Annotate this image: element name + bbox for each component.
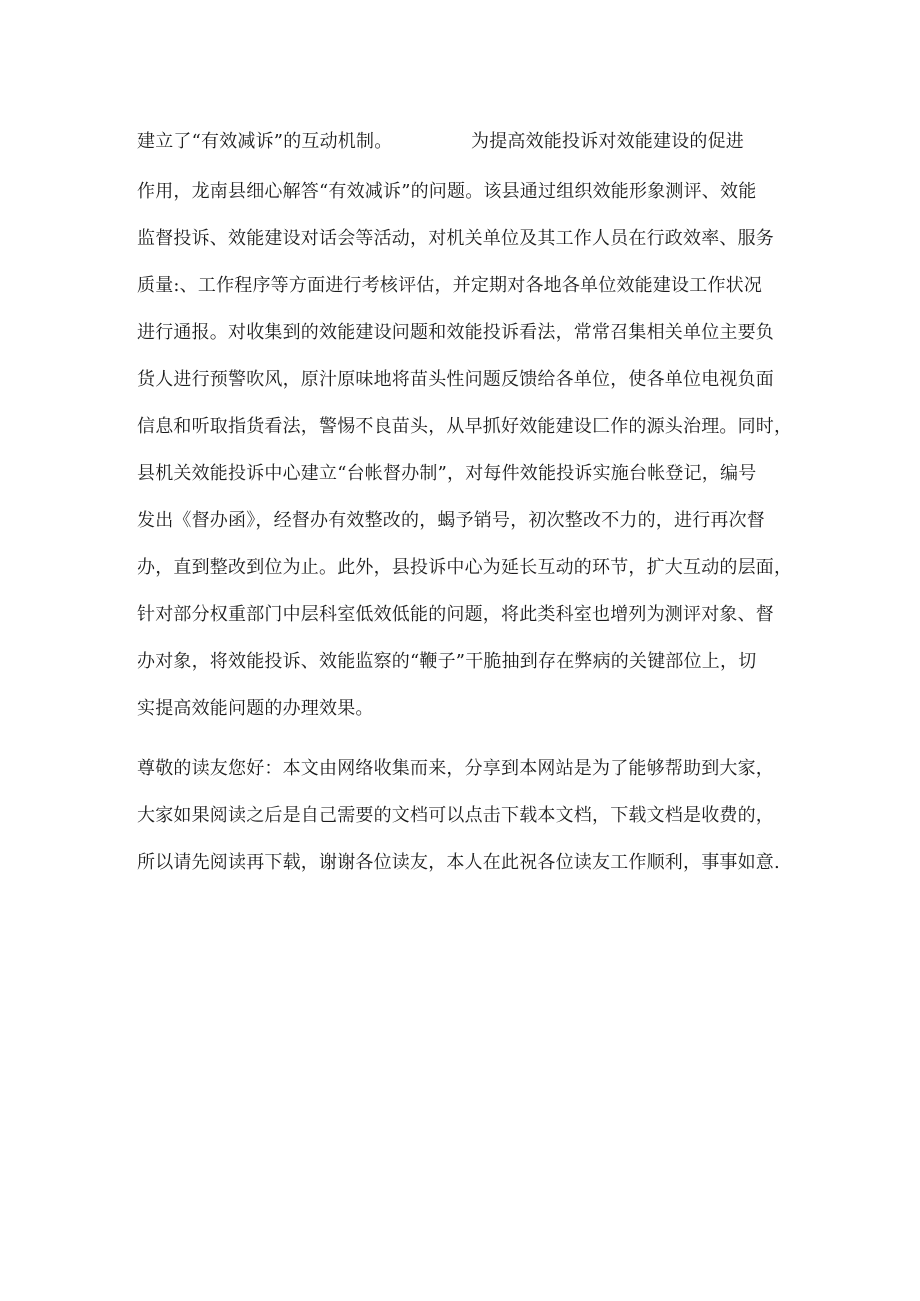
paragraph1-line-3: 监督投诉、效能建设对话会等活动，对机关单位及其工作人员在行政效率、服务 [137, 228, 774, 249]
paragraph1-line-1 [137, 130, 744, 154]
paragraph1-line-12: 办对象，将效能投诉、效能监察的“鞭子”干脆抽到存在弊病的关键部位上，切 [137, 651, 757, 672]
paragraph1-line-1-part-2: 为提高效能投诉对效能建设的促进 [471, 131, 744, 152]
paragraph2-line-2: 大家如果阅读之后是自己需要的文档可以点击下载本文档，下载文档是收费的， [137, 805, 774, 826]
paragraph1-line-5: 进行通报。对收集到的效能建设问题和效能投诉看法，常常召集相关单位主要负 [137, 322, 774, 343]
paragraph1-line-10: 办，直到整改到位为止。此外，县投诉中心为延长互动的环节，扩大互动的层面， [137, 557, 793, 578]
paragraph1-line-9: 发出《督办函》，经督办有效整改的，蝎予销号，初次整改不力的，进行再次督 [137, 510, 765, 531]
paragraph2-line-1: 尊敬的读友您好：本文由网络收集而来，分享到本网站是为了能够帮助到大家， [137, 758, 774, 779]
paragraph1-line-4: 质量:、工作程序等方面进行考核评估，并定期对各地各单位效能建设工作状况 [137, 275, 763, 296]
paragraph1-line-8: 县机关效能投诉中心建立“台帐督办制”，对每件效能投诉实施台帐登记，编号 [137, 463, 757, 484]
paragraph1-line-13: 实提高效能问题的办理效果。 [137, 698, 374, 719]
paragraph1-line-2: 作用，龙南县细心解答“有效减诉”的问题。该县通过组织效能形象测评、效能 [137, 181, 757, 202]
paragraph1-line-7: 信息和听取指货看法，警惕不良苗头，从早抓好效能建设匚作的源头治理。同时， [137, 416, 793, 437]
paragraph2-line-3: 所以请先阅读再下载，谢谢各位读友，本人在此祝各位读友工作顺利，事事如意. [137, 852, 780, 873]
paragraph1-line-6: 货人进行预警吹风，原汁原味地将苗头性问题反馈给各单位，使各单位电视负面 [137, 369, 774, 390]
paragraph1-line-11: 针对部分权重部门中层科室低效低能的问题，将此类科室也增列为测评对象、督 [137, 604, 774, 625]
paragraph1-line-1-part-1: 建立了“有效减诉”的互动机制。 [137, 131, 393, 152]
